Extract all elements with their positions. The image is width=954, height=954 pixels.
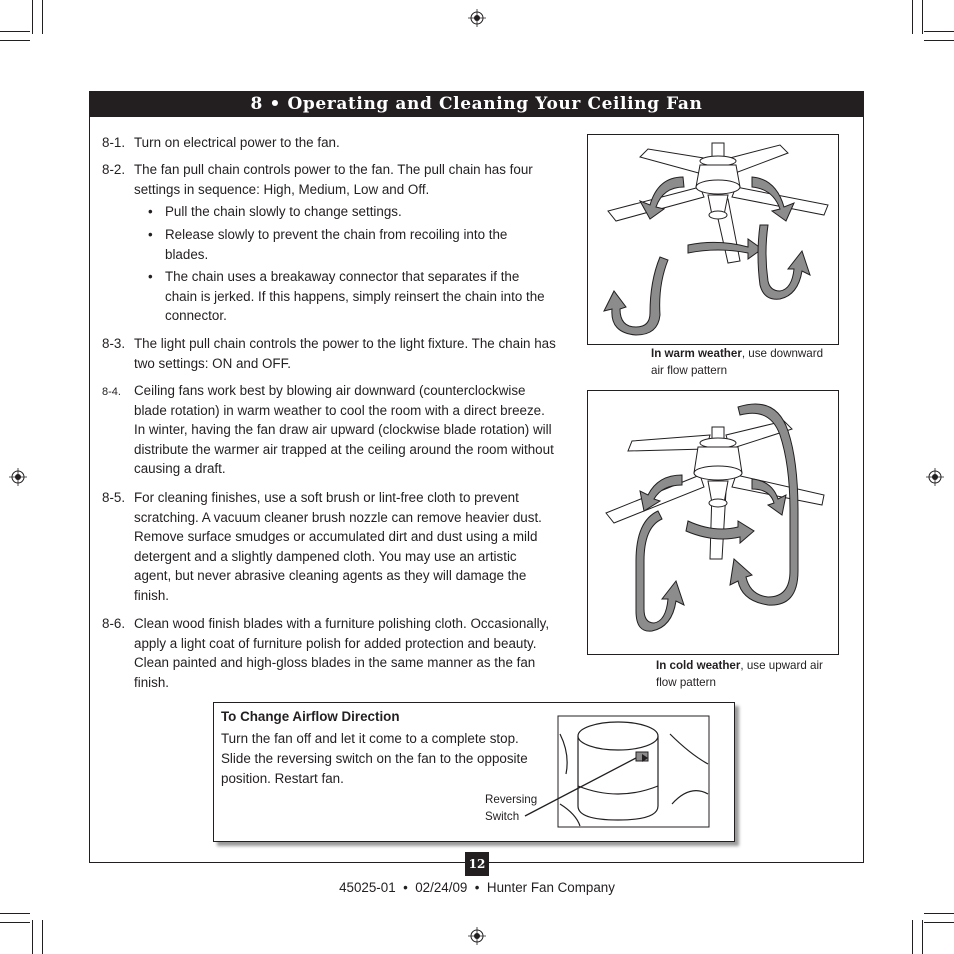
crop-mark: [922, 920, 923, 954]
cold-weather-figure: [587, 390, 839, 655]
crop-mark: [42, 920, 43, 954]
warm-weather-caption: [651, 345, 836, 379]
caption-text: , use downward air flow pattern: [651, 347, 824, 377]
caption-text: , use upward air flow pattern: [656, 659, 823, 689]
step-8-2: [102, 160, 557, 199]
bullet-glyph: •: [148, 227, 153, 242]
crop-mark: [924, 31, 954, 32]
step-number: 8-2.: [102, 162, 126, 177]
page-number: 12: [465, 852, 489, 876]
crop-mark: [32, 0, 33, 34]
airflow-instructions: Turn the fan off and let it come to a complete stop. Slide the reversing switch on the fan to the opposite position. Restart fan.: [221, 731, 528, 786]
bullet-glyph: •: [148, 204, 153, 219]
step-number: 8-6.: [102, 616, 126, 631]
ceiling-fan-downward-airflow-icon: [588, 135, 838, 344]
step-text: Turn on electrical power to the fan.: [134, 135, 340, 150]
crop-mark: [0, 31, 30, 32]
step-8-3: [102, 334, 557, 373]
crop-mark: [924, 913, 954, 914]
step-8-4: [102, 381, 557, 479]
cold-weather-caption: [656, 657, 836, 691]
bullet-item: [148, 267, 548, 326]
bullet-text: Release slowly to prevent the chain from recoiling into the blades.: [165, 227, 508, 262]
step-text: Ceiling fans work best by blowing air downward (counterclockwise blade rotation) in warm weather to cool the room with a direct breeze. In winter, having the fan draw air upward (clockwise blade rotation) will distribute the warmer air trapped at the ceiling around the room without causing a draft.: [134, 383, 554, 477]
caption-bold: In warm weather: [651, 347, 742, 360]
airflow-title: To Change Airflow Direction: [221, 709, 400, 724]
step-number: 8-5.: [102, 490, 126, 505]
step-text: For cleaning finishes, use a soft brush or lint-free cloth to prevent scratching. A vacuum cleaner brush nozzle can remove heavier dust. Remove surface smudges or accumulated dirt and dust using a mild detergent and a slightly dampened cloth. You may use an artistic agent, but never abrasive cleaning agents as they will damage the finish.: [134, 490, 542, 603]
step-text: The light pull chain controls the power to the light fixture. The chain has two settings: ON and OFF.: [134, 336, 556, 371]
step-8-1: [102, 133, 557, 153]
registration-mark-icon: [468, 927, 486, 945]
bullet-item: [148, 225, 548, 264]
crop-mark: [42, 0, 43, 34]
step-text: Clean wood finish blades with a furniture polishing cloth. Occasionally, apply a light coat of furniture polish for added protection and beauty. Clean painted and high-gloss blades in the same manner as the fan finish.: [134, 616, 550, 690]
crop-mark: [912, 920, 913, 954]
crop-mark: [32, 920, 33, 954]
crop-mark: [0, 913, 30, 914]
crop-mark: [0, 922, 30, 923]
crop-mark: [924, 922, 954, 923]
registration-mark-icon: [926, 468, 944, 486]
registration-mark-icon: [468, 9, 486, 27]
crop-mark: [922, 0, 923, 34]
warm-weather-figure: [587, 134, 839, 345]
crop-mark: [912, 0, 913, 34]
reversing-switch-icon: [520, 714, 712, 830]
step-number: 8-4.: [102, 386, 121, 398]
step-number: 8-3.: [102, 336, 126, 351]
ceiling-fan-upward-airflow-icon: [588, 391, 838, 654]
bullet-text: The chain uses a breakaway connector that separates if the chain is jerked. If this happens, simply reinsert the chain into the connector.: [165, 269, 545, 324]
crop-mark: [924, 40, 954, 41]
page-title: 8 • Operating and Cleaning Your Ceiling Fan: [89, 91, 864, 117]
step-number: 8-1.: [102, 135, 126, 150]
bullet-text: Pull the chain slowly to change settings.: [165, 204, 402, 219]
registration-mark-icon: [9, 468, 27, 486]
reversing-switch-label: Reversing Switch: [485, 793, 538, 823]
step-8-6: [102, 614, 557, 692]
step-text: The fan pull chain controls power to the fan. The pull chain has four settings in sequence: High, Medium, Low and Off.: [134, 162, 533, 197]
bullet-glyph: •: [148, 269, 153, 284]
footer: 45025-01 • 02/24/09 • Hunter Fan Company: [339, 880, 615, 895]
step-8-5: [102, 488, 557, 606]
bullet-item: [148, 202, 548, 222]
caption-bold: In cold weather: [656, 659, 741, 672]
crop-mark: [0, 40, 30, 41]
